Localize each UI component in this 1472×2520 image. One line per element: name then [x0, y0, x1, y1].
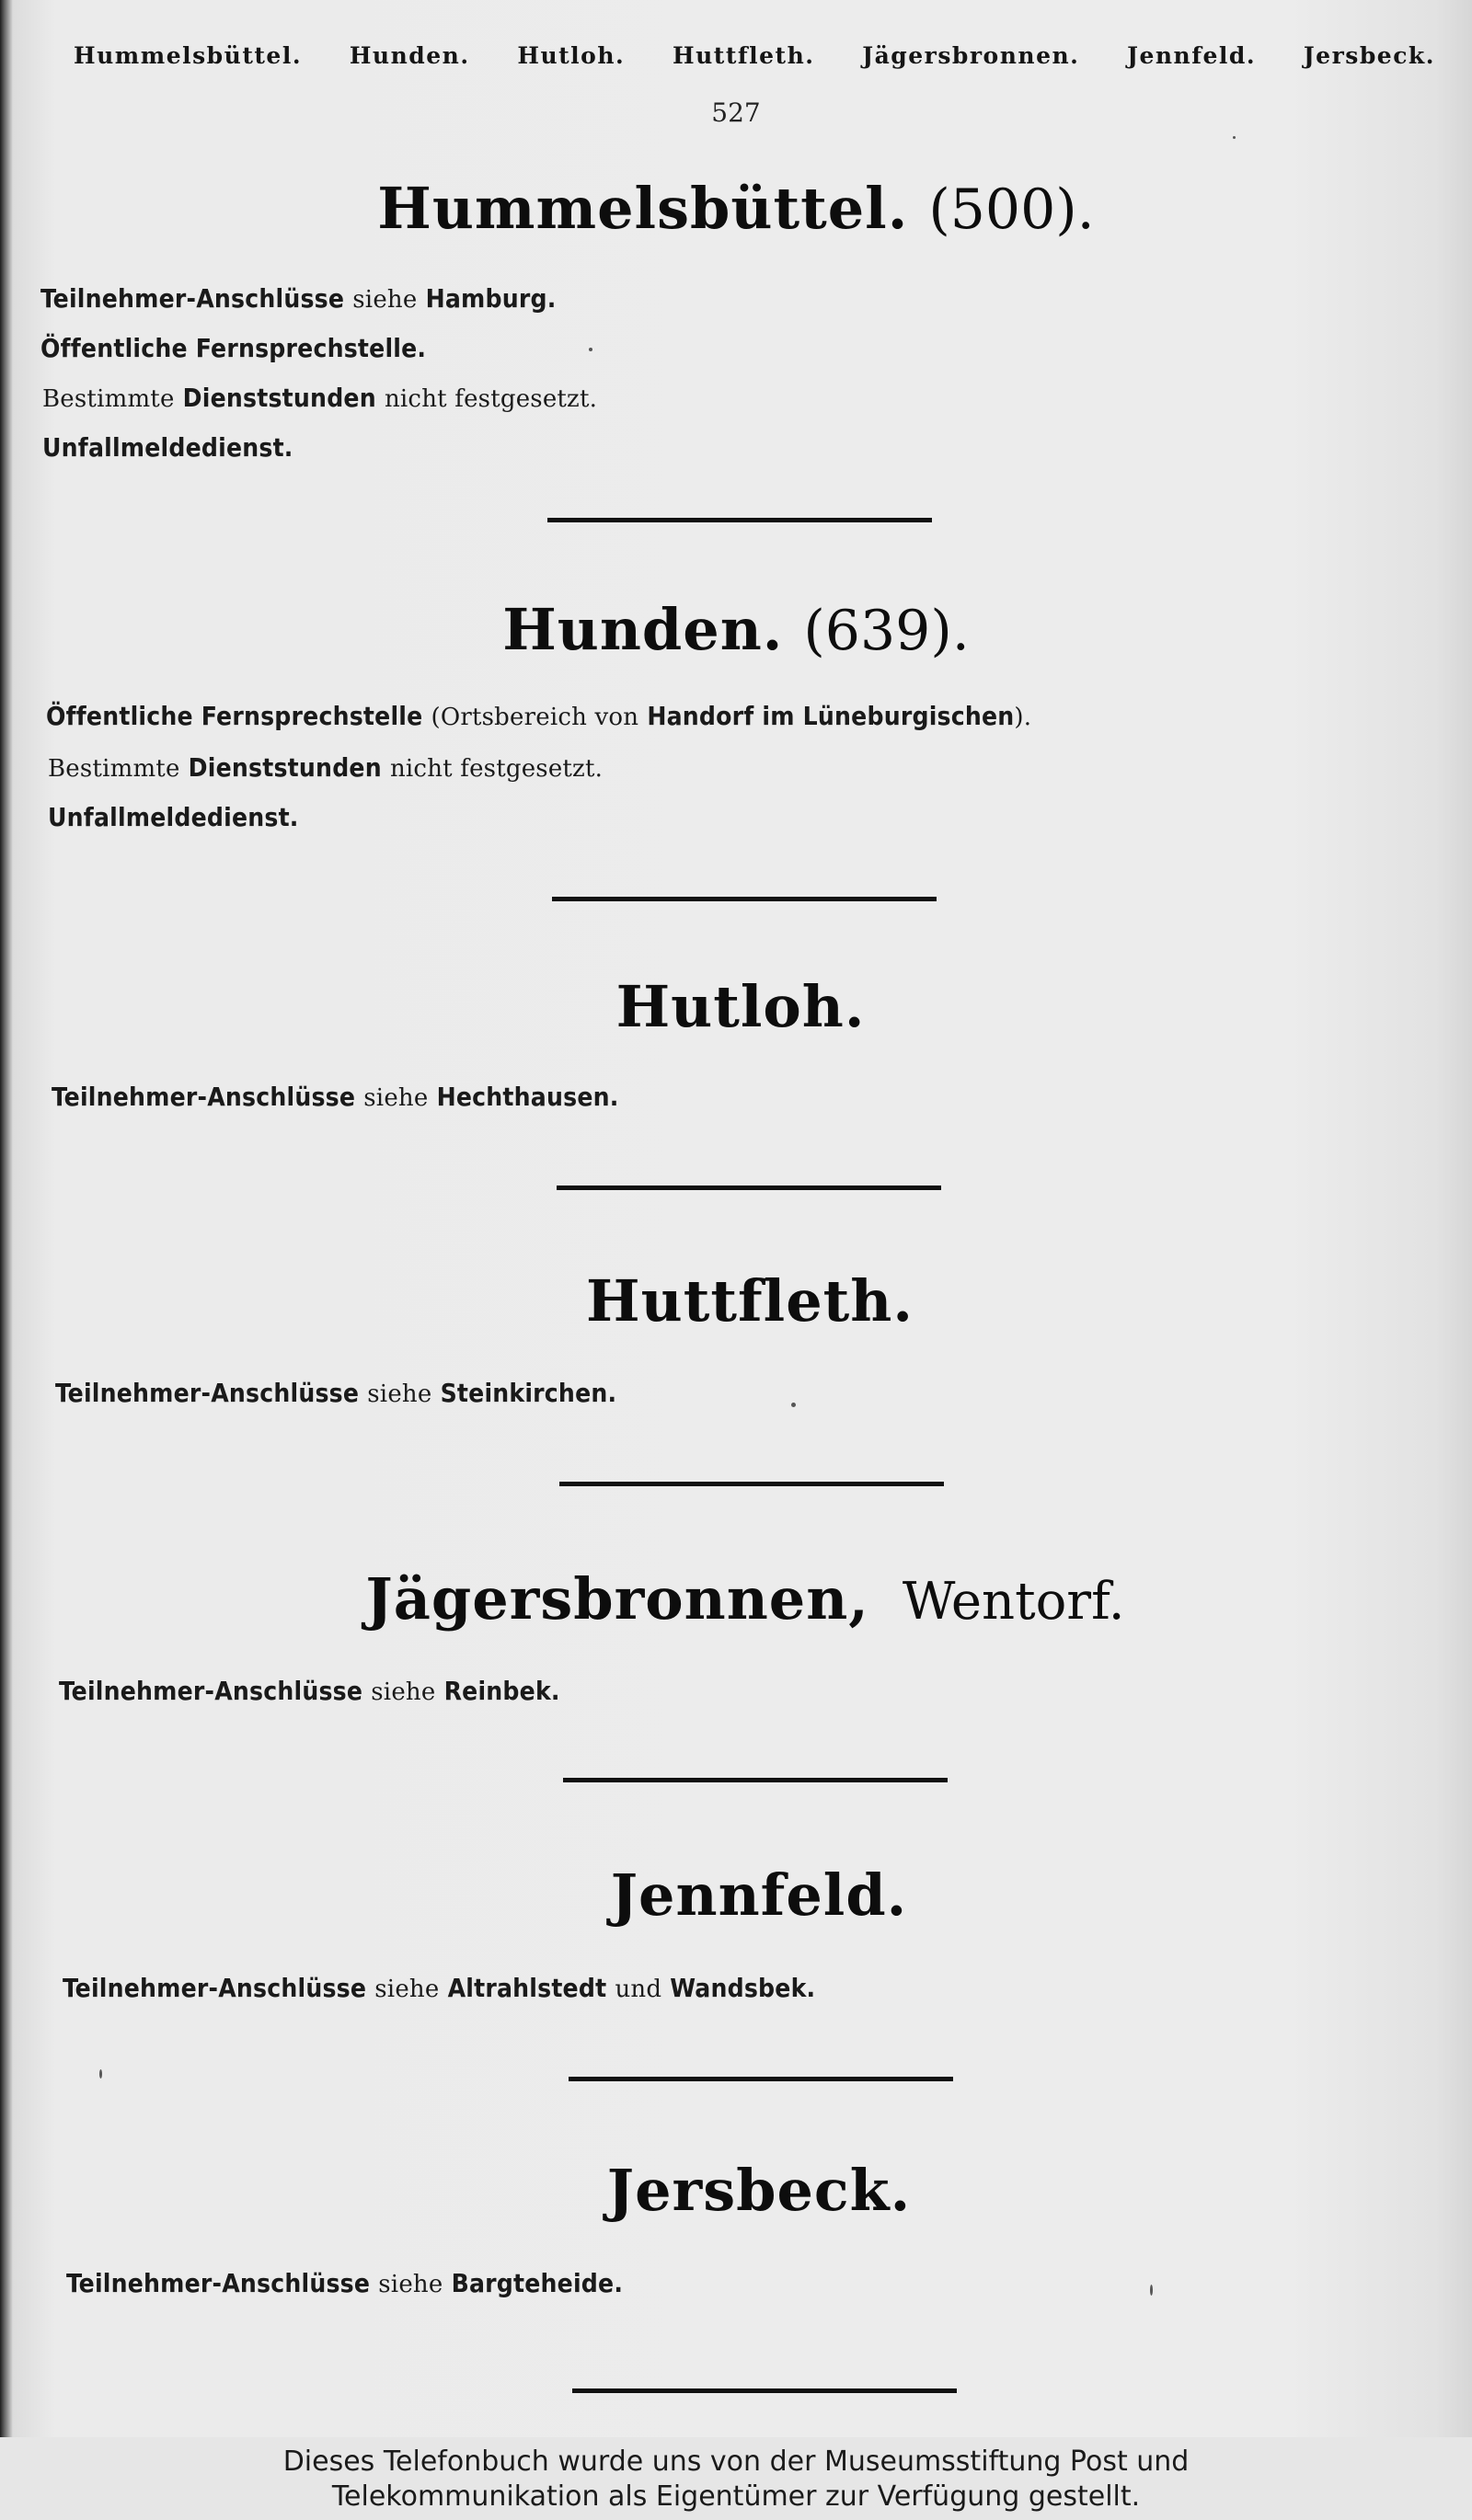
running-head-entry: Huttfleth.: [673, 42, 815, 69]
entry-label: Dienststunden: [182, 383, 376, 413]
entry-reference: Hechthausen.: [436, 1082, 619, 1112]
entry-line: [63, 1973, 815, 2003]
entry-line: [42, 383, 597, 413]
running-head-entry: Hutloh.: [517, 42, 626, 69]
entry-line: [40, 333, 426, 363]
entry-line: [52, 1082, 619, 1112]
footer-line: Dieses Telefonbuch wurde uns von der Museumsstiftung Post und: [282, 2446, 1190, 2478]
section-title-text: Hutloh.: [615, 973, 866, 1040]
entry-reference: Reinbek.: [443, 1676, 560, 1706]
page-number: 527: [711, 97, 761, 128]
entry-label: Unfallmeldedienst.: [42, 432, 293, 463]
entry-label: Teilnehmer-Anschlüsse: [55, 1378, 360, 1408]
entry-line: [42, 432, 293, 463]
section-divider: [557, 1186, 941, 1190]
entry-label: Teilnehmer-Anschlüsse: [52, 1082, 356, 1112]
entry-reference: Handorf im Lüneburgischen: [647, 701, 1015, 731]
entry-connector: siehe: [374, 1976, 440, 2003]
section-subtitle: Wentorf.: [902, 1572, 1125, 1632]
footer-line: Telekommunikation als Eigentümer zur Verfügung gestellt.: [331, 2480, 1141, 2513]
entry-reference: Steinkirchen.: [440, 1378, 617, 1408]
section-title-text: Hummelsbüttel.: [377, 175, 909, 242]
section-title-hunden: [0, 596, 1472, 663]
entry-connector: siehe: [367, 1380, 432, 1408]
section-title-huttfleth: [14, 1267, 1472, 1334]
section-title-jennfeld: [23, 1861, 1472, 1929]
running-head: [74, 42, 1435, 69]
entry-connector: siehe: [363, 1084, 429, 1112]
entry-reference: Bargteheide.: [451, 2268, 624, 2298]
entry-text: nicht festgesetzt.: [384, 385, 598, 413]
entry-text: ).: [1014, 704, 1032, 731]
entry-connector: siehe: [371, 1678, 436, 1706]
scan-speck: [791, 1403, 796, 1407]
entry-line: [46, 701, 1031, 731]
entry-label: Teilnehmer-Anschlüsse: [66, 2268, 371, 2298]
section-divider: [572, 2388, 957, 2393]
running-head-entry: Jersbeck.: [1303, 42, 1435, 69]
section-divider: [547, 518, 932, 522]
entry-label: Öffentliche Fernsprechstelle: [46, 701, 423, 731]
entry-label: Teilnehmer-Anschlüsse: [59, 1676, 363, 1706]
running-head-entry: Jägersbronnen.: [862, 42, 1080, 69]
running-head-entry: Hummelsbüttel.: [74, 42, 303, 69]
section-title-text: Jennfeld.: [610, 1861, 908, 1929]
section-divider: [563, 1778, 948, 1782]
section-title-text: Huttfleth.: [586, 1267, 914, 1334]
entry-line: [48, 752, 603, 783]
entry-label: Öffentliche Fernsprechstelle.: [40, 333, 427, 363]
scan-speck: [589, 348, 592, 351]
scan-speck: [1150, 2285, 1153, 2296]
section-title-hummelsbuettel: [0, 175, 1472, 242]
section-divider: [569, 2077, 953, 2081]
running-head-entry: Hunden.: [349, 42, 470, 69]
running-head-entry: Jennfeld.: [1127, 42, 1257, 69]
entry-reference: Wandsbek.: [670, 1973, 816, 2003]
entry-label: Teilnehmer-Anschlüsse: [63, 1973, 367, 2003]
entry-connector: siehe: [378, 2271, 443, 2298]
section-number: (500).: [928, 178, 1095, 242]
section-title-text: Jägersbronnen,: [365, 1565, 869, 1632]
scan-speck: [99, 2069, 102, 2079]
section-title-jersbeck: [23, 2157, 1472, 2224]
section-title-hutloh: [5, 973, 1472, 1040]
section-title-jaegersbronnen: [9, 1565, 1472, 1632]
section-title-text: Jersbeck.: [606, 2157, 912, 2224]
entry-line: [48, 802, 299, 832]
entry-text: Bestimmte: [48, 755, 180, 783]
entry-reference: Hamburg.: [425, 283, 557, 314]
section-divider: [559, 1482, 944, 1486]
scan-speck: [1233, 136, 1236, 139]
section-divider: [552, 897, 937, 901]
entry-connector: und: [615, 1976, 662, 2003]
entry-line: [66, 2268, 623, 2298]
entry-text: (Ortsbereich von: [431, 704, 639, 731]
entry-line: [55, 1378, 616, 1408]
entry-connector: siehe: [352, 286, 418, 314]
section-title-text: Hunden.: [502, 596, 784, 663]
entry-text: Bestimmte: [42, 385, 175, 413]
entry-line: [40, 283, 557, 314]
entry-line: [59, 1676, 560, 1706]
entry-label: Teilnehmer-Anschlüsse: [40, 283, 345, 314]
entry-text: nicht festgesetzt.: [389, 755, 604, 783]
entry-label: Unfallmeldedienst.: [48, 802, 299, 832]
footer-attribution: [0, 2437, 1472, 2520]
section-number: (639).: [803, 599, 970, 663]
entry-reference: Altrahlstedt: [447, 1973, 607, 2003]
entry-label: Dienststunden: [188, 752, 382, 783]
